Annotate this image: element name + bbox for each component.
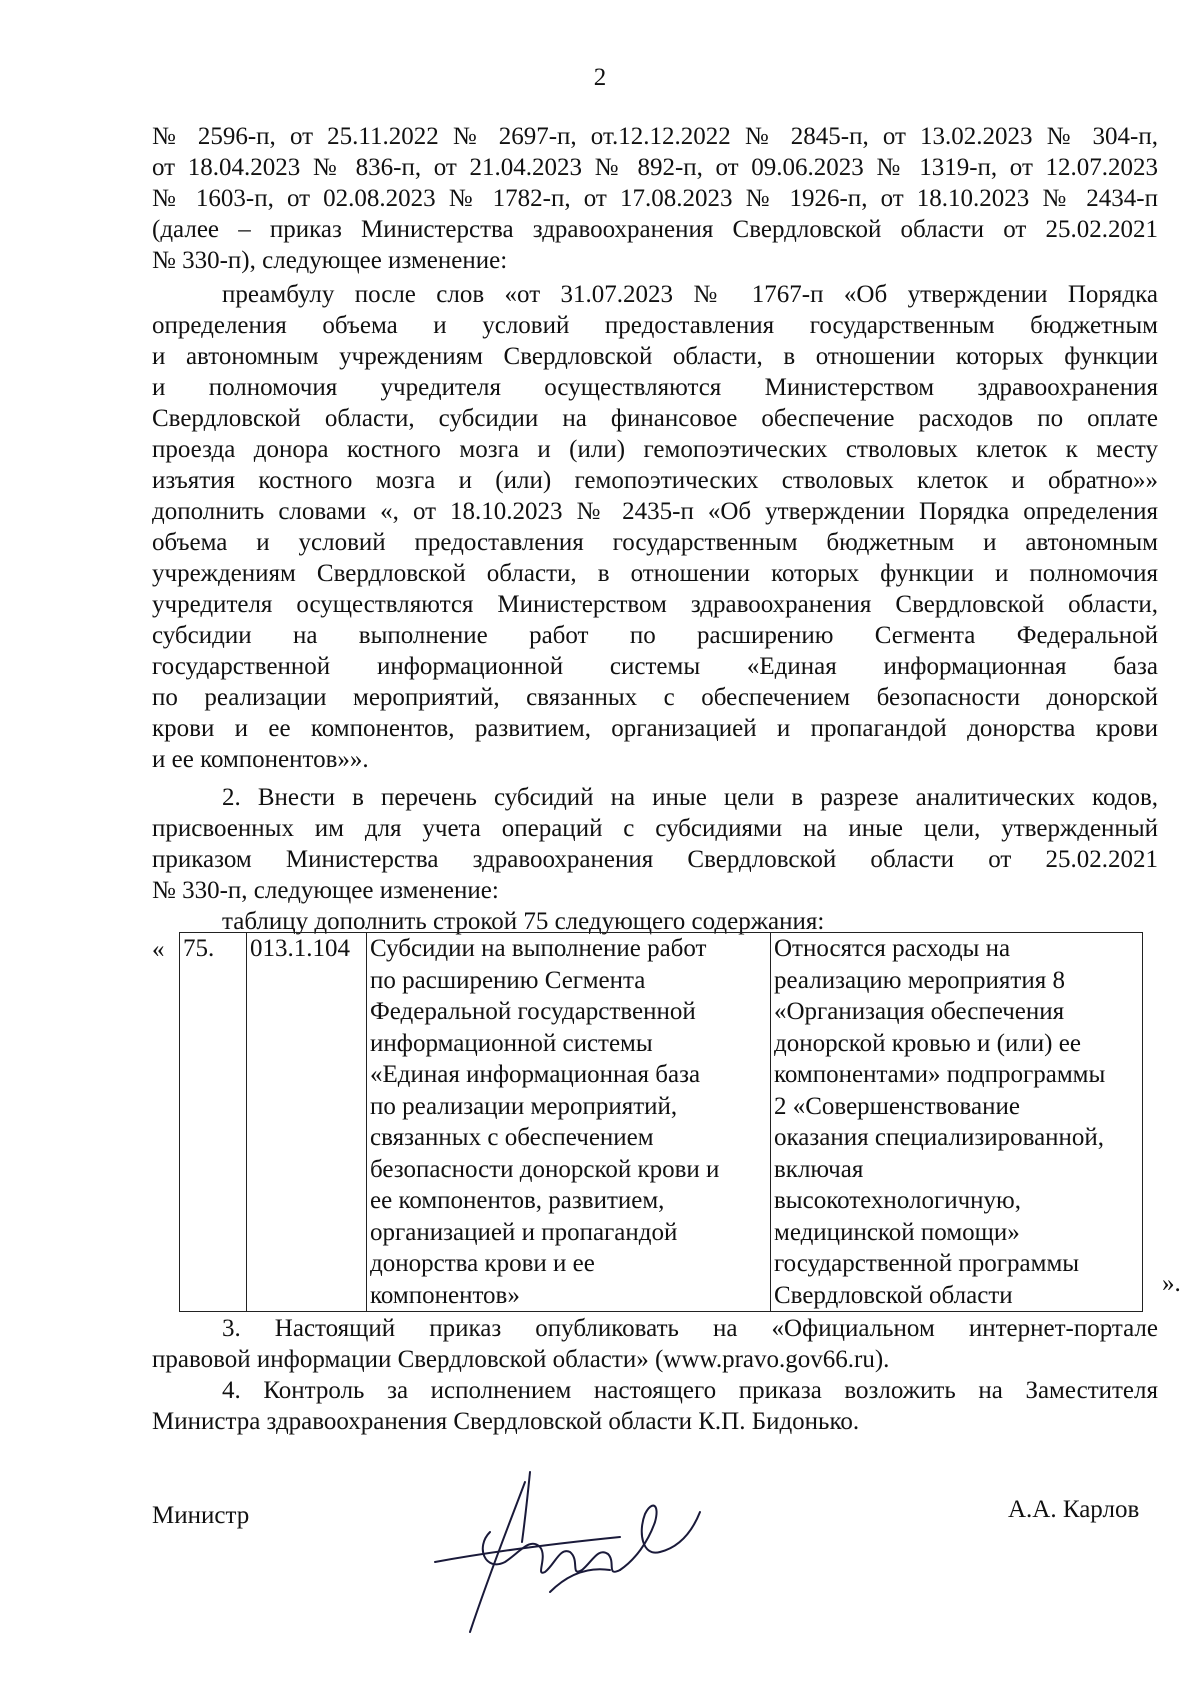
cell-line: медицинской помощи» [774, 1218, 1020, 1246]
page-number: 2 [593, 64, 607, 91]
text-line: и ее компонентов»». [152, 746, 369, 773]
cell-line: организацией и пропагандой [370, 1218, 678, 1246]
cell-line: оказания специализированной, [774, 1124, 1105, 1151]
text-line: учредителя осуществляются Министерством здравоохранения Свердловской области, [152, 591, 1158, 618]
item-3-paragraph [152, 1313, 1158, 1375]
cell-line: «Единая информационная база [370, 1061, 701, 1088]
closing-quote: ». [1162, 1270, 1181, 1297]
cell-line: высокотехнологичную, [774, 1187, 1021, 1214]
signatory-title: Министр [152, 1502, 250, 1529]
opening-quote: « [152, 936, 165, 963]
text-line: дополнить словами «, от 18.10.2023 № 2435-п «Об утверждении Порядка определения [152, 498, 1158, 525]
cell-line: «Организация обеспечения [774, 998, 1065, 1025]
cell-line: включая [774, 1155, 864, 1183]
item-2-paragraph [152, 782, 1158, 937]
text-line: приказом Министерства здравоохранения Свердловской области от 25.02.2021 [152, 846, 1158, 873]
cell-line: по расширению Сегмента [370, 966, 646, 994]
code-cell: 013.1.104 [247, 933, 367, 1312]
subsidy-name-cell [367, 933, 771, 1312]
cell-line: Свердловской области [774, 1281, 1013, 1309]
row-number-cell: 75. [180, 933, 247, 1312]
text-line: таблицу дополнить строкой 75 следующего содержания: [222, 908, 825, 935]
cell-line: компонентами» подпрограммы [774, 1061, 1106, 1088]
text-line: № 330-п, следующее изменение: [152, 877, 499, 904]
cell-line: информационной системы [370, 1029, 653, 1057]
cell-line: государственной программы [774, 1250, 1080, 1277]
text-line: правовой информации Свердловской области» (www.pravo.gov66.ru). [152, 1346, 890, 1373]
handwritten-signature [430, 1452, 750, 1642]
text-line: № 2596-п, от 25.11.2022 № 2697-п, от.12.12.2022 № 2845-п, от 13.02.2023 № 304-п, [152, 123, 1158, 150]
cell-line: Федеральной государственной [370, 998, 696, 1025]
cell-line: компонентов» [370, 1281, 520, 1309]
cell-line: донорской кровью и (или) ее [774, 1029, 1081, 1057]
text-line: и полномочия учредителя осуществляются Министерством здравоохранения [152, 374, 1158, 401]
table-row [180, 933, 1143, 1312]
text-line: преамбулу после слов «от 31.07.2023 № 1767-п «Об утверждении Порядка [222, 281, 1158, 308]
text-line: субсидии на выполнение работ по расширению Сегмента Федеральной [152, 622, 1158, 649]
text-line: 3. Настоящий приказ опубликовать на «Официальном интернет-портале [222, 1315, 1158, 1342]
cell-line: Субсидии на выполнение работ [370, 935, 707, 962]
text-line: присвоенных им для учета операций с субсидиями на иные цели, утвержденный [152, 815, 1158, 842]
subsidy-table-wrapper [152, 932, 1192, 1312]
text-line: № 330-п), следующее изменение: [152, 247, 508, 274]
cell-line: ее компонентов, развитием, [370, 1187, 665, 1214]
text-line: (далее – приказ Министерства здравоохранения Свердловской области от 25.02.2021 [152, 216, 1158, 243]
preamble-paragraph [152, 279, 1158, 775]
text-line: определения объема и условий предоставления государственным бюджетным [152, 312, 1158, 339]
signatory-name: А.А. Карлов [1008, 1496, 1140, 1523]
text-line: крови и ее компонентов, развитием, организацией и пропагандой донорства крови [152, 715, 1158, 742]
text-line: проезда донора костного мозга и (или) гемопоэтических стволовых клеток к месту [152, 436, 1158, 463]
intro-paragraph [152, 121, 1158, 276]
subsidy-table [179, 932, 1143, 1312]
cell-line: Относятся расходы на [774, 935, 1011, 962]
cell-line: по реализации мероприятий, [370, 1092, 678, 1120]
description-cell [771, 933, 1143, 1312]
text-line: объема и условий предоставления государственным бюджетным и автономным [152, 529, 1158, 556]
text-line: Министра здравоохранения Свердловской области К.П. Бидонько. [152, 1408, 860, 1435]
text-line: от 18.04.2023 № 836-п, от 21.04.2023 № 892-п, от 09.06.2023 № 1319-п, от 12.07.2023 [152, 154, 1158, 181]
cell-line: связанных с обеспечением [370, 1124, 654, 1151]
text-line: 2. Внести в перечень субсидий на иные цели в разрезе аналитических кодов, [222, 784, 1158, 811]
text-line: изъятия костного мозга и (или) гемопоэтических стволовых клеток и обратно»» [152, 467, 1158, 494]
text-line: 4. Контроль за исполнением настоящего приказа возложить на Заместителя [222, 1377, 1158, 1404]
cell-line: реализацию мероприятия 8 [774, 966, 1065, 994]
text-line: учреждениям Свердловской области, в отношении которых функции и полномочия [152, 560, 1158, 587]
item-4-paragraph [152, 1375, 1158, 1437]
text-line: Свердловской области, субсидии на финансовое обеспечение расходов по оплате [152, 405, 1158, 432]
text-line: государственной информационной системы «Единая информационная база [152, 653, 1158, 680]
cell-line: 2 «Совершенствование [774, 1092, 1020, 1120]
cell-line: донорства крови и ее [370, 1250, 595, 1277]
cell-line: безопасности донорской крови и [370, 1155, 720, 1183]
text-line: и автономным учреждениям Свердловской области, в отношении которых функции [152, 343, 1158, 370]
text-line: № 1603-п, от 02.08.2023 № 1782-п, от 17.08.2023 № 1926-п, от 18.10.2023 № 2434-п [152, 185, 1158, 212]
text-line: по реализации мероприятий, связанных с обеспечением безопасности донорской [152, 684, 1158, 711]
